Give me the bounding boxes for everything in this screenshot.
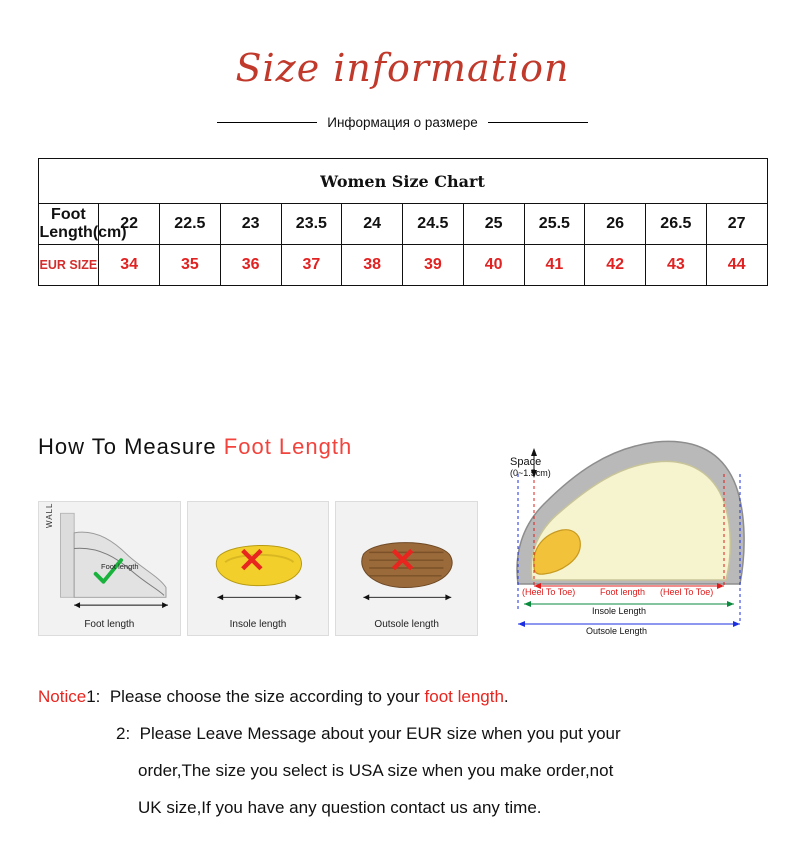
panel-insole-length (187, 501, 330, 636)
page-title: Size information (235, 46, 570, 90)
notice-item1-text-a: Please choose the size according to your (109, 687, 425, 706)
subtitle-text: Информация о размере (327, 115, 478, 131)
cell-eur-size-0: 34 (99, 245, 160, 286)
outsole-length-label: Outsole Length (586, 626, 648, 636)
foot-length-label: Foot length (600, 587, 646, 597)
cell-foot-length-6: 25 (463, 204, 524, 245)
space-label-group (510, 456, 551, 478)
wall-label: WALL (45, 502, 54, 528)
heel-to-toe-left-label: (Heel To Toe) (522, 587, 576, 597)
notice-item1-number: 1: (86, 687, 101, 706)
measure-examples (38, 501, 478, 636)
cell-eur-size-10: 44 (706, 245, 767, 286)
subtitle-divider-left (217, 122, 317, 123)
subtitle-row (0, 115, 805, 130)
cell-foot-length-5: 24.5 (403, 204, 464, 245)
how-to-measure-prefix: How To Measure (38, 434, 224, 459)
cell-foot-length-2: 23 (220, 204, 281, 245)
cell-foot-length-7: 25.5 (524, 204, 585, 245)
panel-caption-outsole-length: Outsole length (374, 619, 439, 630)
foot-in-shoe-diagram (488, 434, 773, 654)
panel-caption-foot-length: Foot length (84, 619, 135, 630)
cell-eur-size-5: 39 (403, 245, 464, 286)
cross-icon-outsole: ✕ (388, 542, 417, 580)
table-row-eur-size (38, 245, 767, 286)
cell-eur-size-4: 38 (342, 245, 403, 286)
cell-eur-size-7: 41 (524, 245, 585, 286)
cell-eur-size-1: 35 (160, 245, 221, 286)
table-row-title (38, 159, 767, 204)
panel-caption-insole-length: Insole length (229, 619, 287, 630)
foot-length-inner-label: Foot length (101, 562, 139, 571)
row-label-foot-length: Foot Length(cm) (38, 204, 99, 245)
cell-foot-length-8: 26 (585, 204, 646, 245)
size-chart-table-wrapper (38, 158, 768, 286)
panel-foot-length (38, 501, 181, 636)
space-label: Space (510, 456, 542, 468)
cell-eur-size-6: 40 (463, 245, 524, 286)
notice-item2-text-line2: order,The size you select is USA size when you make order,not (138, 761, 614, 780)
notice-item2-text-line3: UK size,If you have any question contact us any time. (138, 798, 542, 817)
row-label-eur-size: EUR SIZE (38, 245, 99, 286)
cell-eur-size-2: 36 (220, 245, 281, 286)
cell-foot-length-3: 23.5 (281, 204, 342, 245)
size-chart-table (38, 158, 768, 286)
notice-item-2-line-2 (38, 752, 768, 789)
notice-item1-highlight: foot length (424, 687, 504, 706)
notice-item-2-line-1 (38, 715, 768, 752)
cross-icon-insole: ✕ (237, 542, 267, 580)
table-row-foot-length (38, 204, 767, 245)
panel-outsole-length (335, 501, 478, 636)
insole-length-label: Insole Length (592, 606, 647, 616)
heel-to-toe-right-label: (Heel To Toe) (660, 587, 714, 597)
notice-item2-text-line1: Please Leave Message about your EUR size when you put your (139, 724, 621, 743)
notice-item-2-line-3 (38, 789, 768, 826)
cell-eur-size-9: 43 (646, 245, 707, 286)
cell-foot-length-9: 26.5 (646, 204, 707, 245)
notice-item-1 (38, 678, 768, 715)
cell-foot-length-1: 22.5 (160, 204, 221, 245)
how-to-measure-highlight: Foot Length (223, 434, 353, 459)
notice-item2-number: 2: (116, 724, 131, 743)
notice-label: Notice (38, 687, 87, 706)
space-value: (0~1.5cm) (510, 468, 551, 478)
size-information-page (0, 46, 805, 850)
how-to-measure-heading (38, 434, 352, 460)
subtitle-divider-right (488, 122, 588, 123)
cell-foot-length-10: 27 (706, 204, 767, 245)
cell-eur-size-3: 37 (281, 245, 342, 286)
cell-eur-size-8: 42 (585, 245, 646, 286)
cell-foot-length-0: 22 (99, 204, 160, 245)
size-chart-title: Women Size Chart (38, 159, 767, 204)
cell-foot-length-4: 24 (342, 204, 403, 245)
notice-item1-text-b: . (503, 687, 509, 706)
